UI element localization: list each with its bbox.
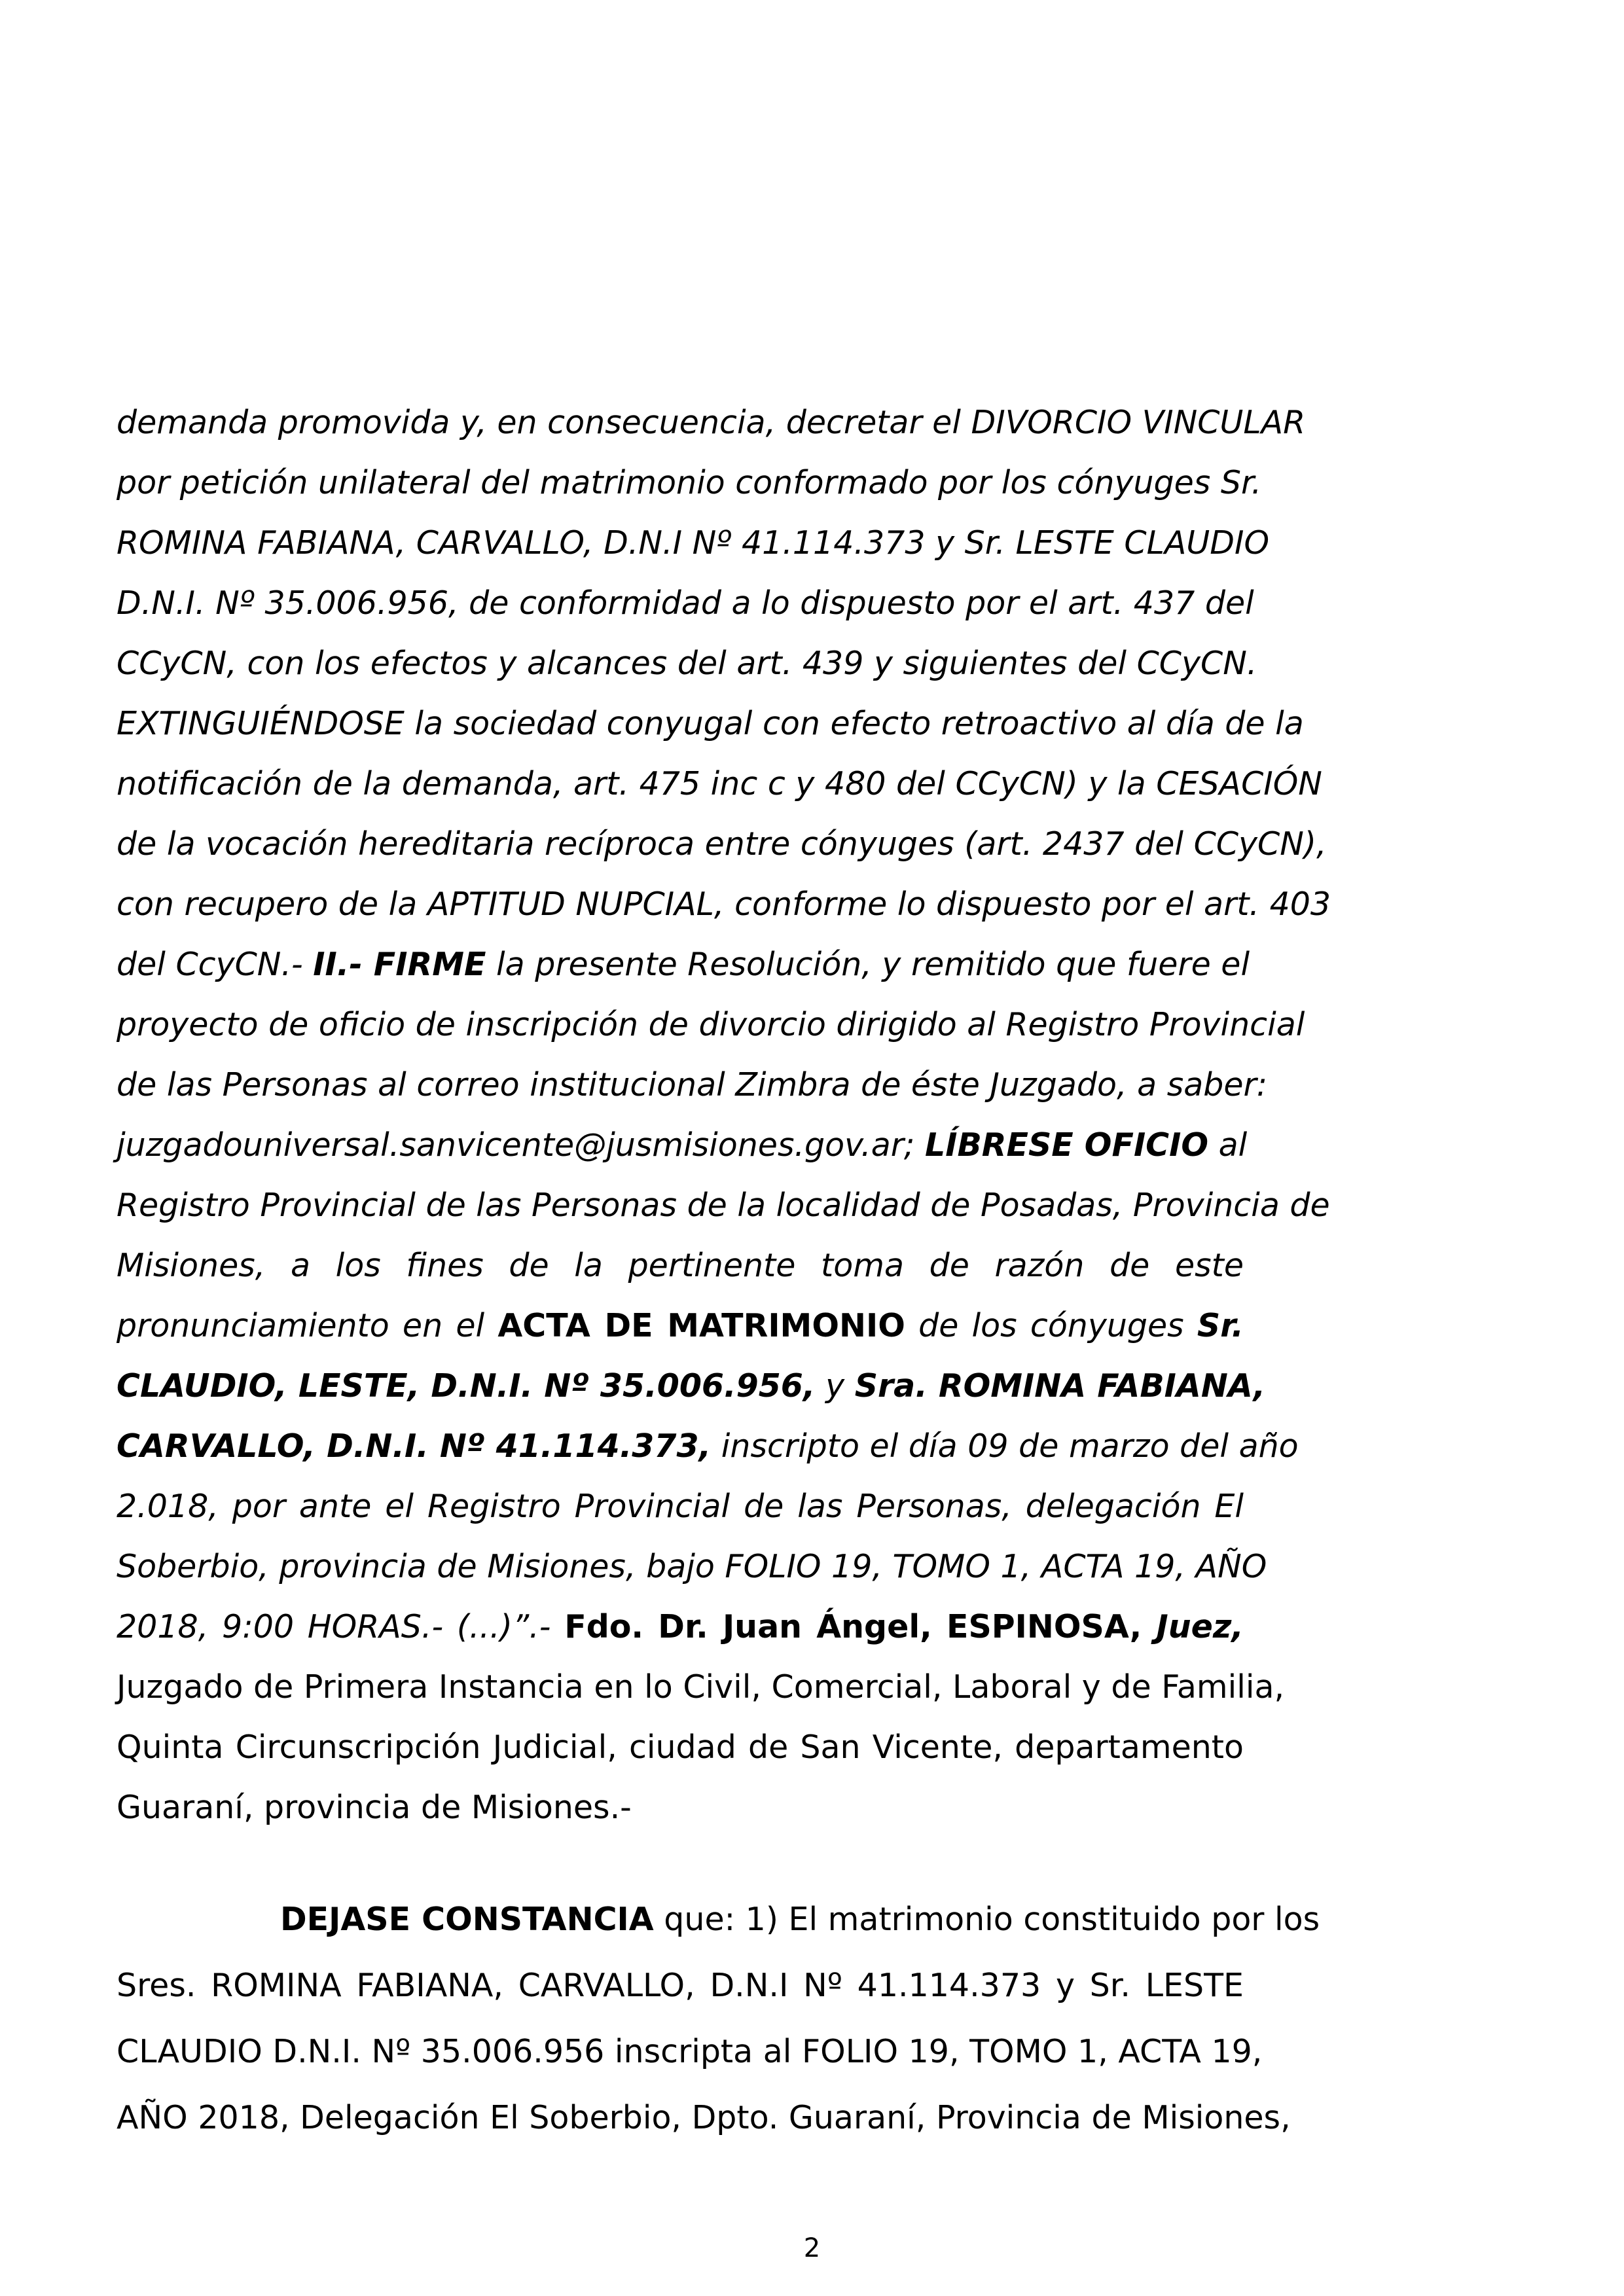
- text-run: y: [815, 1367, 855, 1405]
- text-line: [117, 1416, 1299, 1477]
- text-line: [117, 1296, 1244, 1356]
- text-run: Juzgado de Primera Instancia en lo Civil, Comercial, Laboral y de Familia,: [117, 1668, 1285, 1706]
- text-run: II.- FIRME: [313, 946, 486, 983]
- text-line: [117, 634, 1257, 694]
- text-line: [117, 1537, 1267, 1597]
- text-run: Sra. ROMINA FABIANA,: [854, 1367, 1266, 1405]
- text-run: 2.018, por ante el Registro Provincial de las Personas, delegación El: [117, 1488, 1244, 1525]
- text-line: [117, 513, 1270, 573]
- text-run: D.N.I. Nº 35.006.956, de conformidad a lo dispuesto por el art. 437 del: [117, 584, 1254, 622]
- text-run: Registro Provincial de las Personas de la localidad de Posadas, Provincia de: [117, 1187, 1330, 1224]
- text-run: Misiones, a los fines de la pertinente toma de razón de este: [117, 1247, 1244, 1284]
- text-line: [117, 935, 1250, 995]
- text-run: de la vocación hereditaria recíproca entre cónyuges (art. 2437 del CCyCN),: [117, 825, 1327, 863]
- text-run: CLAUDIO, LESTE, D.N.I. Nº 35.006.956,: [117, 1367, 816, 1405]
- text-line: [117, 1055, 1268, 1115]
- text-line: [117, 874, 1331, 935]
- text-line: [117, 393, 1306, 453]
- text-run: CCyCN, con los efectos y alcances del art. 439 y siguientes del CCyCN.: [117, 645, 1257, 682]
- page-number: 2: [803, 2233, 821, 2263]
- text-run: pronunciamiento en el: [117, 1307, 498, 1344]
- text-run: CLAUDIO D.N.I. Nº 35.006.956 inscripta al FOLIO 19, TOMO 1, ACTA 19,: [117, 2033, 1263, 2070]
- text-run: de las Personas al correo institucional Zimbra de éste Juzgado, a saber:: [117, 1066, 1268, 1103]
- text-run: CARVALLO, D.N.I. Nº 41.114.373,: [117, 1427, 712, 1465]
- text-run: Sr.: [1197, 1307, 1244, 1344]
- text-run: notificación de la demanda, art. 475 inc c y 480 del CCyCN) y la CESACIÓN: [117, 765, 1322, 802]
- text-line: [117, 1236, 1244, 1296]
- text-line: [117, 2085, 1291, 2151]
- text-line: [117, 694, 1304, 754]
- text-line: [117, 573, 1254, 634]
- text-line: [117, 1115, 1248, 1175]
- text-run: que: 1) El matrimonio constituido por los: [653, 1901, 1320, 1938]
- text-line: [117, 1356, 1266, 1416]
- text-run: proyecto de oficio de inscripción de divorcio dirigido al Registro Provincial: [117, 1006, 1305, 1043]
- text-run: la presente Resolución, y remitido que fuere el: [486, 946, 1250, 983]
- text-run: Soberbio, provincia de Misiones, bajo FOLIO 19, TOMO 1, ACTA 19, AÑO: [117, 1548, 1267, 1585]
- text-run: Fdo. Dr. Juan Ángel, ESPINOSA,: [564, 1608, 1157, 1645]
- text-run: EXTINGUIÉNDOSE la sociedad conyugal con efecto retroactivo al día de la: [117, 705, 1304, 742]
- text-line: [117, 995, 1305, 1055]
- text-line: [117, 453, 1262, 513]
- text-line: [117, 754, 1322, 814]
- text-run: Sres. ROMINA FABIANA, CARVALLO, D.N.I Nº 41.114.373 y Sr. LESTE: [117, 1967, 1244, 2004]
- text-line: [117, 1952, 1244, 2018]
- text-run: con recupero de la APTITUD NUPCIAL, conforme lo dispuesto por el art. 403: [117, 886, 1331, 923]
- text-run: Guaraní, provincia de Misiones.-: [117, 1789, 632, 1826]
- text-run: LÍBRESE OFICIO: [924, 1126, 1209, 1164]
- text-run: juzgadouniversal.sanvicente@jusmisiones.gov.ar;: [117, 1126, 925, 1164]
- text-line: [117, 1717, 1244, 1778]
- text-line: [117, 1778, 1244, 1838]
- constancia-paragraph: [117, 1886, 1320, 2151]
- resolution-paragraph: [117, 393, 1331, 1838]
- text-line: [117, 1597, 1244, 1657]
- text-line: [117, 1886, 1320, 1952]
- text-line: [117, 2018, 1263, 2085]
- text-line: [117, 814, 1327, 874]
- text-run: al: [1208, 1126, 1248, 1164]
- text-run: Quinta Circunscripción Judicial, ciudad de San Vicente, departamento: [117, 1729, 1244, 1766]
- text-run: por petición unilateral del matrimonio conformado por los cónyuges Sr.: [117, 464, 1262, 501]
- text-run: del CcyCN.-: [117, 946, 314, 983]
- text-run: de los cónyuges: [905, 1307, 1197, 1344]
- text-run: ACTA DE MATRIMONIO: [497, 1307, 905, 1344]
- text-line: [117, 1657, 1285, 1717]
- text-run: Juez,: [1156, 1608, 1244, 1645]
- text-run: 2018, 9:00 HORAS.- (...)”.-: [117, 1608, 565, 1645]
- text-run: DEJASE CONSTANCIA: [280, 1901, 654, 1938]
- text-run: inscripto el día 09 de marzo del año: [711, 1427, 1299, 1465]
- text-line: [117, 1175, 1330, 1236]
- text-run: AÑO 2018, Delegación El Soberbio, Dpto. Guaraní, Provincia de Misiones,: [117, 2099, 1291, 2136]
- text-run: ROMINA FABIANA, CARVALLO, D.N.I Nº 41.114.373 y Sr. LESTE CLAUDIO: [117, 524, 1270, 562]
- text-run: demanda promovida y, en consecuencia, decretar el DIVORCIO VINCULAR: [117, 404, 1306, 441]
- text-line: [117, 1477, 1244, 1537]
